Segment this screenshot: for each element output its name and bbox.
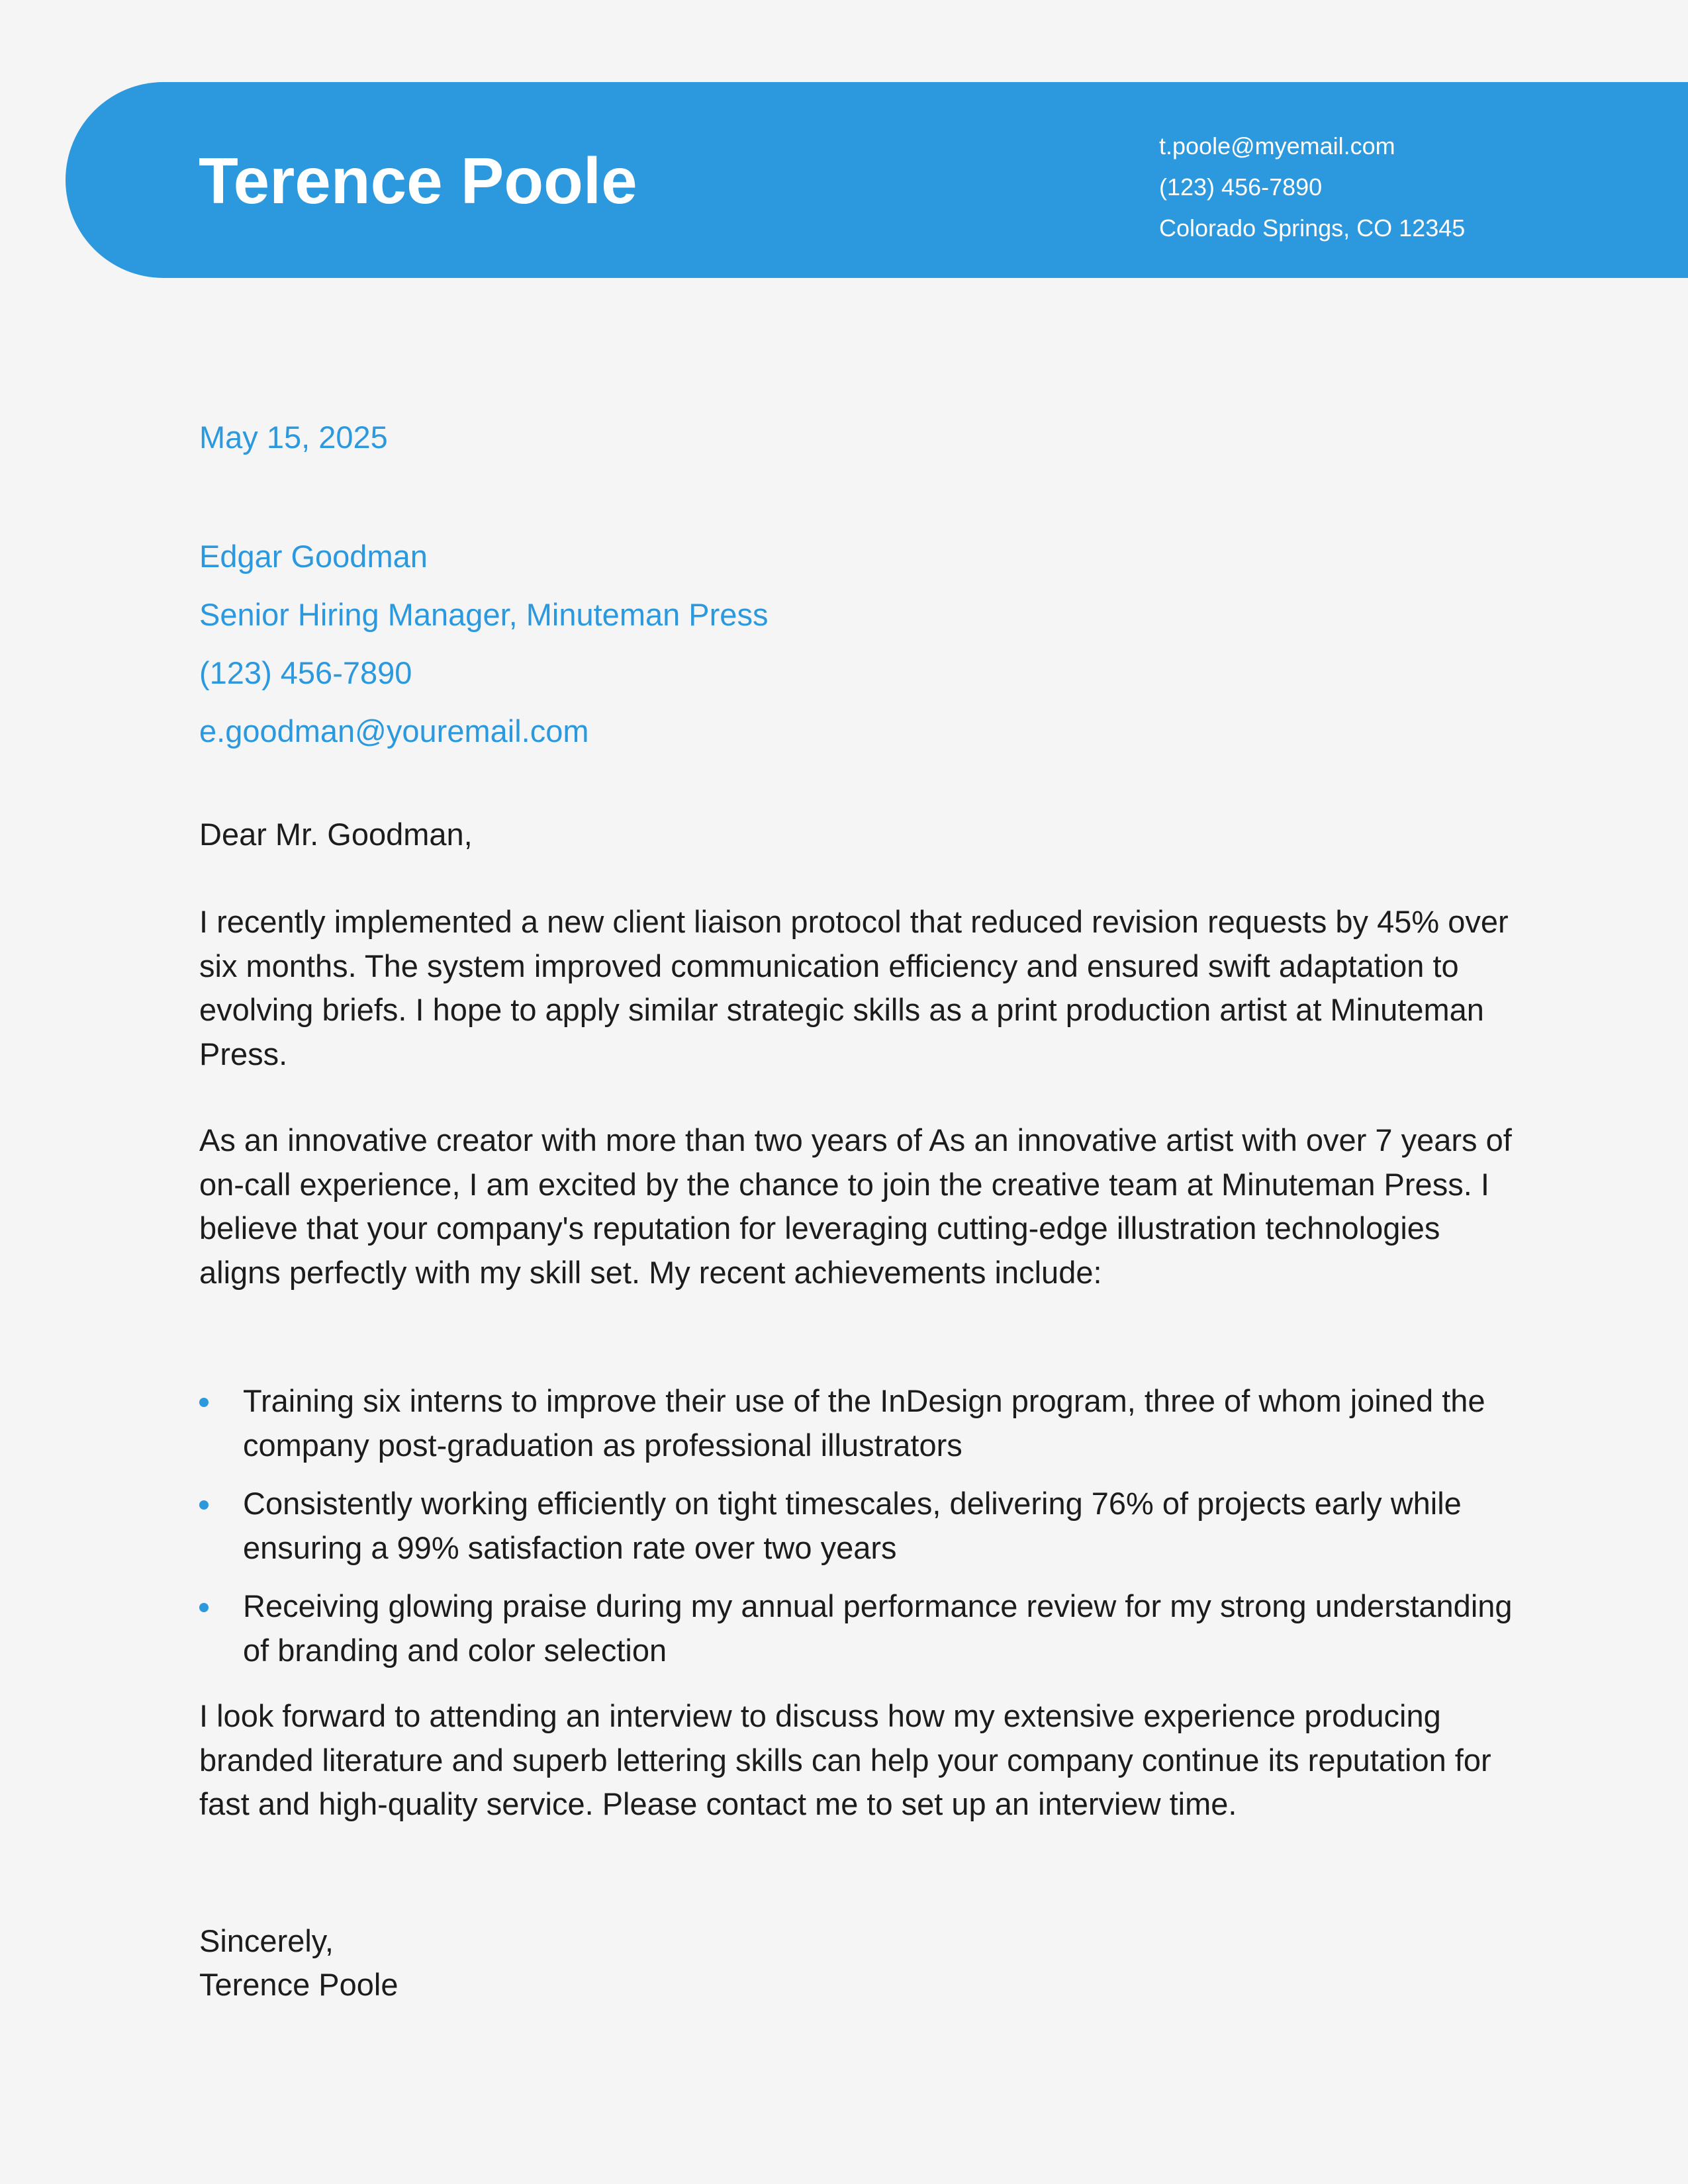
bullet-icon [199, 1603, 209, 1612]
sender-location: Colorado Springs, CO 12345 [1159, 214, 1466, 242]
recipient-title: Senior Hiring Manager, Minuteman Press [199, 597, 769, 632]
achievements-list [199, 1379, 1517, 1687]
bullet-icon [199, 1398, 209, 1407]
achievement-text: Consistently working efficiently on tight timescales, delivering 76% of projects early while ensuring a 99% satisfaction rate over two years [243, 1486, 1462, 1565]
bullet-icon [199, 1500, 209, 1510]
sender-name: Terence Poole [199, 144, 637, 217]
achievement-text: Training six interns to improve their use of the InDesign program, three of whom joined the company post-graduation as professional illustrators [243, 1383, 1485, 1463]
signature: Terence Poole [199, 1967, 399, 2002]
achievement-text: Receiving glowing praise during my annual performance review for my strong understanding of branding and color selection [243, 1588, 1513, 1668]
list-item [199, 1482, 1517, 1570]
salutation: Dear Mr. Goodman, [199, 817, 473, 852]
paragraph-closing: I look forward to attending an interview to discuss how my extensive experience producing branded literature and superb lettering skills can help your company continue its reputation for fast and high-quality service. Please contact me to set up an interview time. [199, 1698, 1491, 1821]
recipient-phone: (123) 456-7890 [199, 655, 412, 690]
sender-phone: (123) 456-7890 [1159, 173, 1323, 201]
list-item [199, 1584, 1517, 1672]
recipient-email: e.goodman@youremail.com [199, 713, 589, 749]
sender-email: t.poole@myemail.com [1159, 132, 1395, 159]
paragraph-experience: As an innovative creator with more than two years of As an innovative artist with over 7 years of on-call experience, I am excited by the chance to join the creative team at Minuteman Press. I believe that your company's reputation for leveraging cutting-edge illustration technologies aligns perfectly with my skill set. My recent achievements include: [199, 1122, 1512, 1290]
list-item [199, 1379, 1517, 1467]
letter-date: May 15, 2025 [199, 420, 388, 455]
recipient-block [199, 527, 768, 760]
paragraph-intro: I recently implemented a new client liaison protocol that reduced revision requests by 45% over six months. The system improved communication efficiency and ensured swift adaptation to evolving briefs. I hope to apply similar strategic skills as a print production artist at Minuteman Press. [199, 904, 1509, 1071]
closing-phrase: Sincerely, [199, 1923, 334, 1958]
closing-block [199, 1919, 398, 2007]
sender-contact [1159, 126, 1465, 249]
recipient-name: Edgar Goodman [199, 539, 428, 574]
